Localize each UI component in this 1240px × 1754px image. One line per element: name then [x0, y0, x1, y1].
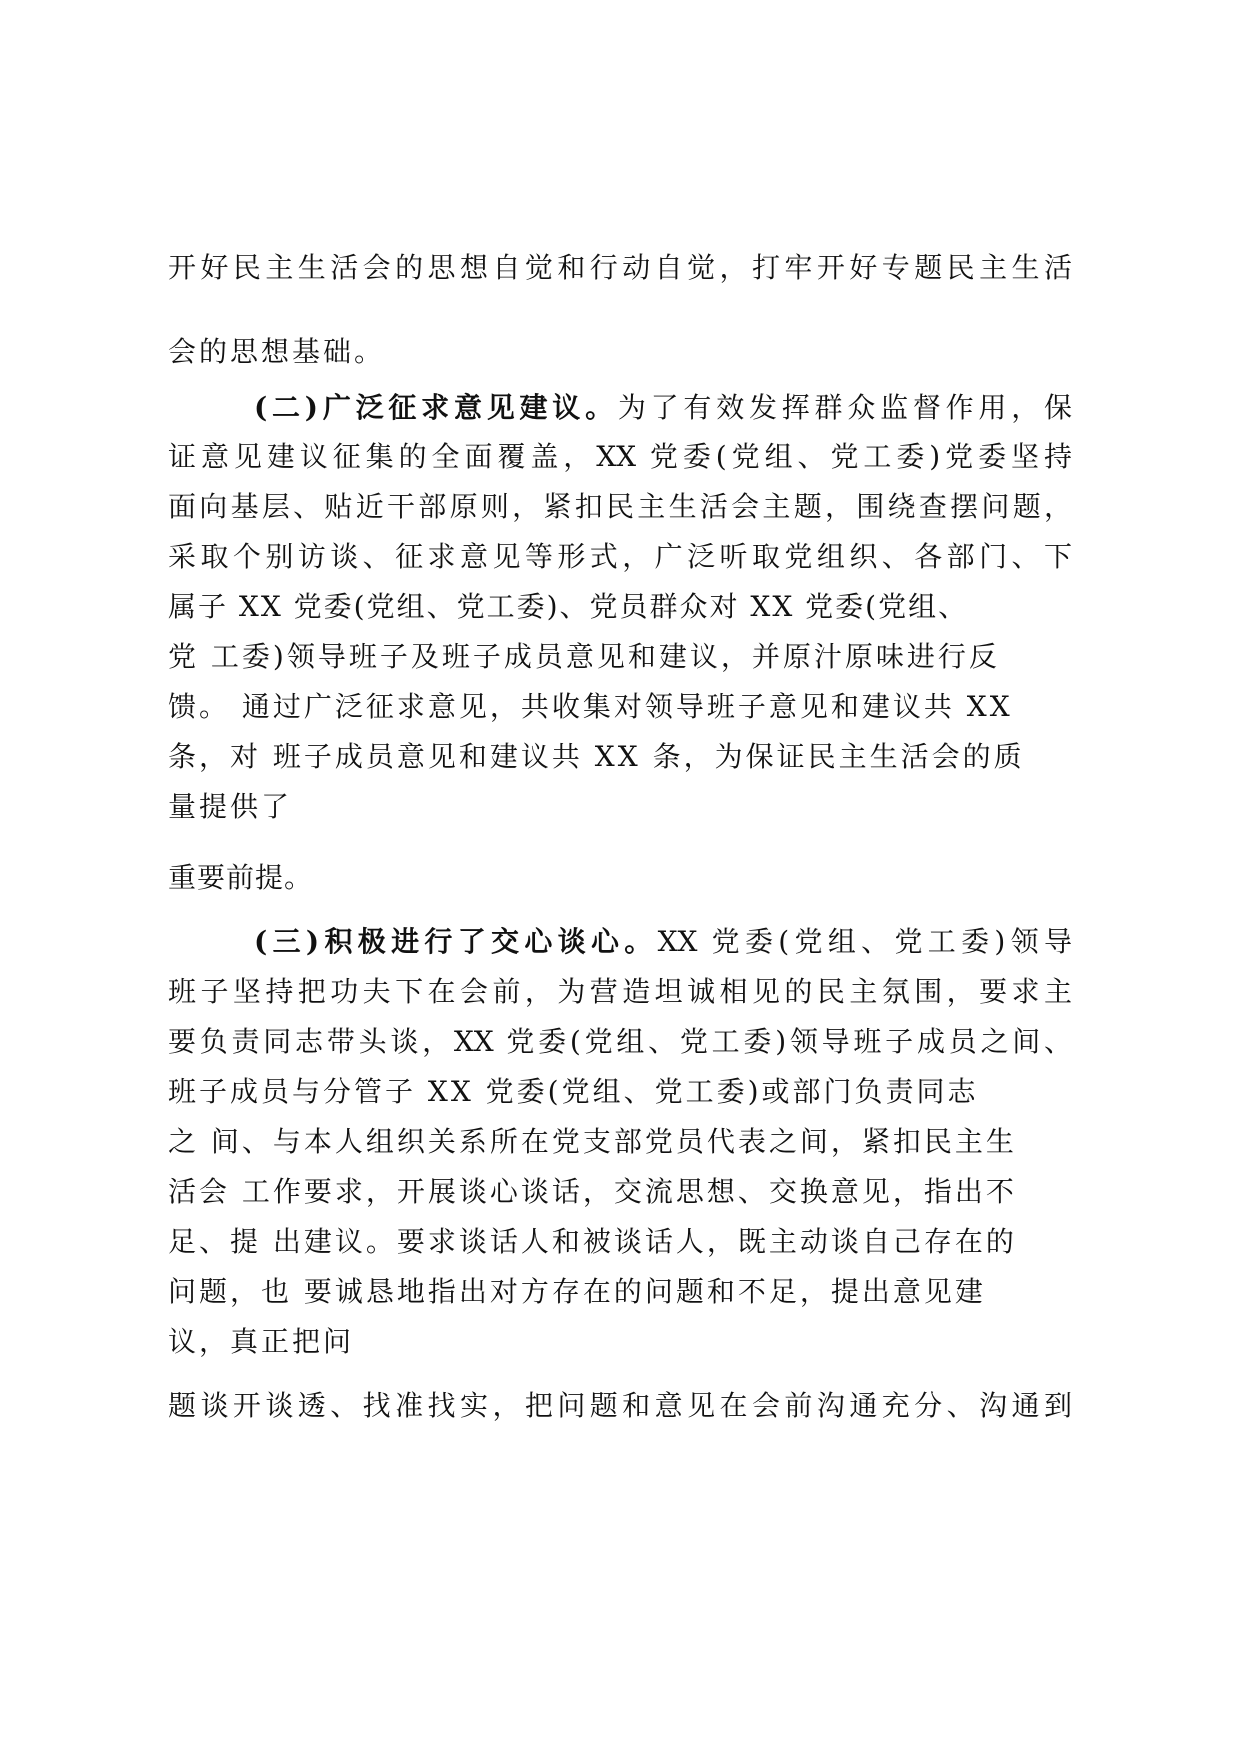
paragraph-line: 之 间、与本人组织关系所在党支部党员代表之间，紧扣民主生 [168, 1125, 1017, 1158]
paragraph-line: 面向基层、贴近干部原则，紧扣民主生活会主题，围绕查摆问题， [168, 490, 1072, 523]
paragraph-line: 属子 XX 党委(党组、党工委)、党员群众对 XX 党委(党组、 [168, 590, 969, 623]
paragraph-text: XX 党委(党组、党工委)领导 [657, 925, 1072, 958]
paragraph-line: 量提供了 [168, 790, 293, 823]
paragraph-line: 馈。 通过广泛征求意见，共收集对领导班子意见和建议共 XX [168, 690, 1013, 723]
paragraph-line: 足、提 出建议。要求谈话人和被谈话人，既主动谈自己存在的 [168, 1225, 1017, 1258]
paragraph-first-line [254, 388, 1072, 428]
paragraph-line: 活会 工作要求，开展谈心谈话，交流思想、交换意见，指出不 [168, 1175, 1017, 1208]
paragraph-line: 班子成员与分管子 XX 党委(党组、党工委)或部门负责同志 [168, 1075, 979, 1108]
paragraph-line: 条，对 班子成员意见和建议共 XX 条，为保证民主生活会的质 [168, 740, 1025, 773]
paragraph-first-line [254, 922, 1072, 962]
paragraph-line: 议，真正把问 [168, 1325, 355, 1358]
paragraph-line: 会的思想基础。 [168, 335, 386, 368]
section-heading: (三)积极进行了交心谈心。 [254, 925, 658, 958]
section-heading: (二)广泛征求意见建议。 [254, 391, 618, 424]
paragraph-line: 重要前提。 [168, 861, 314, 894]
paragraph-line: 问题，也 要诚恳地指出对方存在的问题和不足，提出意见建 [168, 1275, 986, 1308]
paragraph-line: 开好民主生活会的思想自觉和行动自觉，打牢开好专题民主生活 [168, 251, 1072, 284]
paragraph-line: 要负责同志带头谈，XX 党委(党组、党工委)领导班子成员之间、 [168, 1025, 1072, 1058]
paragraph-line: 题谈开谈透、找准找实，把问题和意见在会前沟通充分、沟通到 [168, 1389, 1072, 1422]
paragraph-line: 班子坚持把功夫下在会前，为营造坦诚相见的民主氛围，要求主 [168, 975, 1072, 1008]
paragraph-line: 党 工委)领导班子及班子成员意见和建议，并原汁原味进行反 [168, 640, 1000, 673]
paragraph-text: 为了有效发挥群众监督作用，保 [617, 391, 1072, 424]
paragraph-line: 证意见建议征集的全面覆盖，XX 党委(党组、党工委)党委坚持 [168, 440, 1072, 473]
paragraph-line: 采取个别访谈、征求意见等形式，广泛听取党组织、各部门、下 [168, 540, 1072, 573]
